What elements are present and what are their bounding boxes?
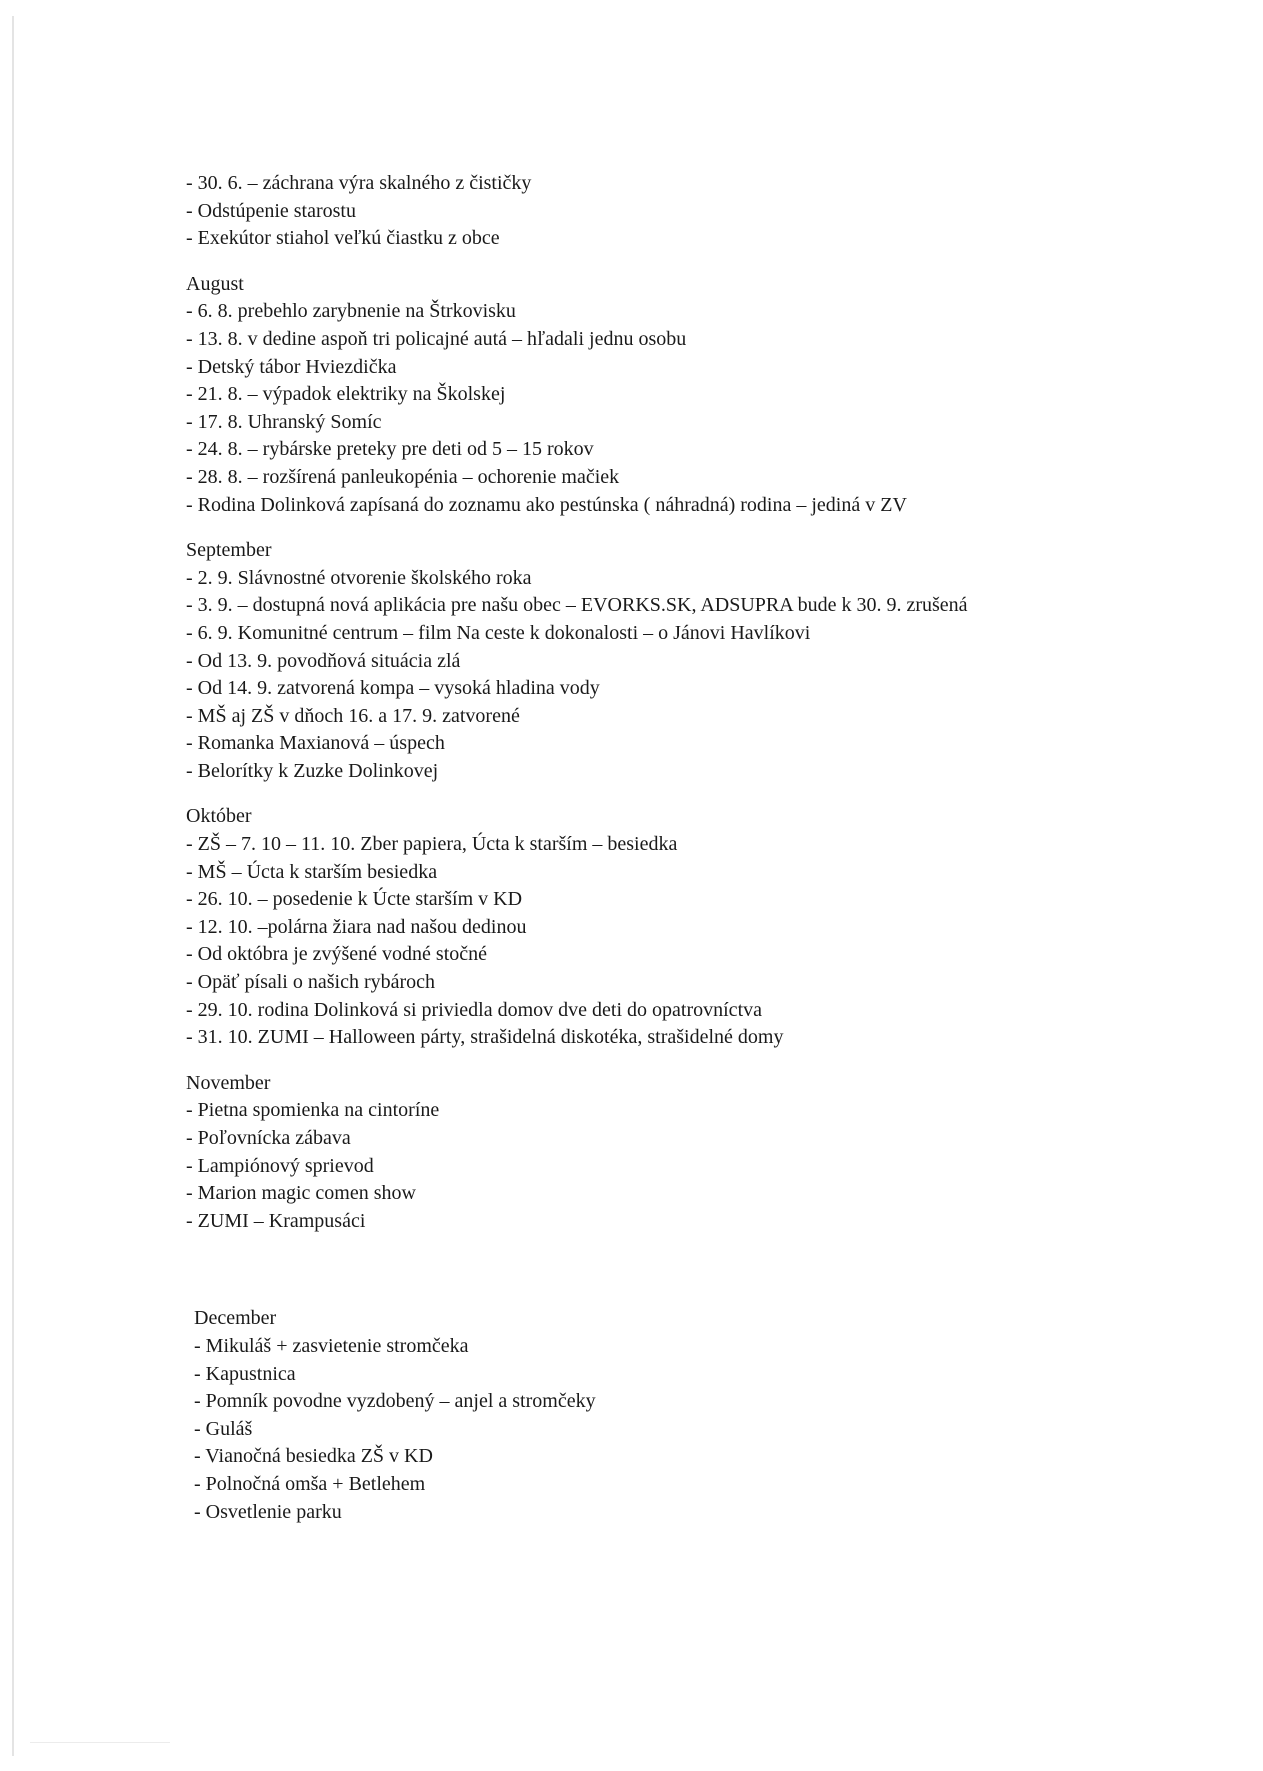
list-item: - Vianočná besiedka ZŠ v KD [194,1445,433,1468]
list-item: - Od 13. 9. povodňová situácia zlá [186,649,461,672]
list-item: - Guláš [194,1417,253,1440]
list-item: - Osvetlenie parku [194,1500,342,1523]
list-item: - Romanka Maxianová – úspech [186,732,445,755]
list-item: - 6. 9. Komunitné centrum – film Na ceste k dokonalosti – o Jánovi Havlíkovi [186,621,811,644]
list-item: - Polnočná omša + Betlehem [194,1472,426,1495]
spacer [186,1052,1086,1070]
document-body [186,170,1086,1526]
section-november [186,1070,1086,1236]
list-item: - 26. 10. – posedenie k Úcte starším v KD [186,888,523,911]
spacer [186,253,1086,271]
list-item: - 31. 10. ZUMI – Halloween párty, strašidelná diskotéka, strašidelné domy [186,1026,784,1049]
section-august [186,271,1086,519]
list-item: - 3. 9. – dostupná nová aplikácia pre našu obec – EVORKS.SK, ADSUPRA bude k 30. 9. zrušená [186,594,968,617]
month-heading: December [194,1307,277,1330]
list-item: - 28. 8. – rozšírená panleukopénia – ochorenie mačiek [186,465,620,488]
list-item: - MŠ – Úcta k starším besiedka [186,860,438,883]
list-item: - Kapustnica [194,1362,296,1385]
list-item: - Pomník povodne vyzdobený – anjel a stromčeky [194,1390,596,1413]
list-item: - Pietna spomienka na cintoríne [186,1099,440,1122]
list-item: - Od októbra je zvýšené vodné stočné [186,943,488,966]
list-item: - Opäť písali o našich rybároch [186,971,436,994]
list-item: - Odstúpenie starostu [186,199,356,222]
scan-page-edge [12,16,14,1756]
list-item: - Od 14. 9. zatvorená kompa – vysoká hladina vody [186,677,600,700]
list-item: - 12. 10. –polárna žiara nad našou dedinou [186,915,527,938]
list-item: - Exekútor stiahol veľkú čiastku z obce [186,227,500,250]
list-item: - ZŠ – 7. 10 – 11. 10. Zber papiera, Úcta k starším – besiedka [186,833,678,856]
list-item: - MŠ aj ZŠ v dňoch 16. a 17. 9. zatvorené [186,704,520,727]
list-item: - 6. 8. prebehlo zarybnenie na Štrkovisku [186,300,516,323]
list-item: - 13. 8. v dedine aspoň tri policajné autá – hľadali jednu osobu [186,327,687,350]
spacer [186,785,1086,803]
section-intro [186,170,1086,253]
list-item: - ZUMI – Krampusáci [186,1209,366,1232]
section-september [186,537,1086,785]
list-item: - 21. 8. – výpadok elektriky na Školskej [186,383,506,406]
list-item: - Poľovnícka zábava [186,1127,351,1149]
month-heading: Október [186,805,252,828]
list-item: - 17. 8. Uhranský Somíc [186,410,382,433]
scan-page-edge-bottom [30,1742,170,1743]
list-item: - Lampiónový sprievod [186,1154,374,1177]
month-heading: November [186,1071,271,1094]
list-item: - 24. 8. – rybárske preteky pre deti od 5 – 15 rokov [186,438,594,461]
month-heading: August [186,272,244,295]
list-item: - 29. 10. rodina Dolinková si priviedla domov dve deti do opatrovníctva [186,998,762,1021]
spacer [186,1235,1086,1305]
list-item: - Belorítky k Zuzke Dolinkovej [186,759,439,782]
section-december [186,1305,1086,1526]
spacer [186,519,1086,537]
month-heading: September [186,539,272,562]
list-item: - 2. 9. Slávnostné otvorenie školského roka [186,566,532,589]
list-item: - 30. 6. – záchrana výra skalného z čističky [186,172,532,194]
list-item: - Rodina Dolinková zapísaná do zoznamu ako pestúnska ( náhradná) rodina – jediná v ZV [186,493,907,516]
section-oktober [186,803,1086,1051]
list-item: - Mikuláš + zasvietenie stromčeka [194,1334,469,1357]
list-item: - Marion magic comen show [186,1182,416,1205]
list-item: - Detský tábor Hviezdička [186,355,397,378]
